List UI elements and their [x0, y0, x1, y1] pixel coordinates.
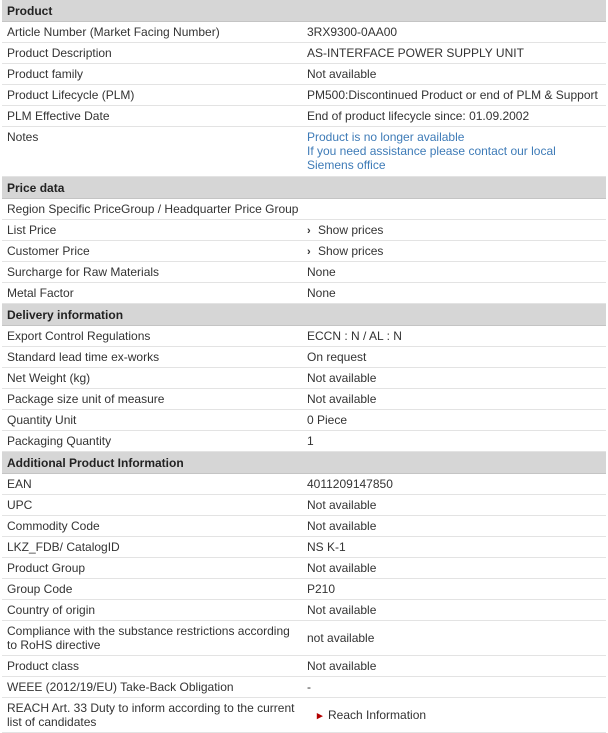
notes-availability-link[interactable]: Product is no longer available	[307, 130, 465, 144]
section-header: Additional Product Information	[2, 452, 606, 474]
table-row	[2, 283, 606, 304]
table-row	[2, 621, 606, 656]
notes-contact-link[interactable]: If you need assistance please contact our local Siemens office	[307, 144, 556, 172]
table-row	[2, 698, 606, 733]
table-row	[2, 85, 606, 106]
row-label: LKZ_FDB/ CatalogID	[2, 537, 304, 558]
row-value: On request	[304, 347, 606, 368]
row-value: Not available	[304, 64, 606, 85]
row-label: Surcharge for Raw Materials	[2, 262, 304, 283]
table-row	[2, 241, 606, 262]
link-label[interactable]: Show prices	[318, 243, 384, 258]
row-label: Country of origin	[2, 600, 304, 621]
table-row	[2, 431, 606, 452]
row-value: Not available	[304, 495, 606, 516]
reach-information-link[interactable]	[304, 698, 606, 733]
notes-value	[304, 127, 606, 177]
row-label: Region Specific PriceGroup / Headquarter Price Group	[2, 199, 606, 220]
row-label: UPC	[2, 495, 304, 516]
section-header: Delivery information	[2, 304, 606, 326]
section-header: Price data	[2, 177, 606, 199]
table-row	[2, 558, 606, 579]
table-row	[2, 106, 606, 127]
row-value: NS K-1	[304, 537, 606, 558]
row-label: Group Code	[2, 579, 304, 600]
section-product	[2, 0, 606, 22]
table-row	[2, 389, 606, 410]
section-additional-product-information	[2, 452, 606, 474]
table-row	[2, 410, 606, 431]
chevron-right-icon: ▸	[317, 709, 323, 722]
row-value: None	[304, 283, 606, 304]
notes-row	[2, 127, 606, 177]
row-label: EAN	[2, 474, 304, 495]
row-label: Commodity Code	[2, 516, 304, 537]
row-label: Standard lead time ex-works	[2, 347, 304, 368]
row-label: Product Lifecycle (PLM)	[2, 85, 304, 106]
row-value: Not available	[304, 558, 606, 579]
row-value: Not available	[304, 389, 606, 410]
table-row	[2, 347, 606, 368]
table-row	[2, 495, 606, 516]
row-label: Article Number (Market Facing Number)	[2, 22, 304, 43]
table-row	[2, 516, 606, 537]
table-row	[2, 537, 606, 558]
row-value: 1	[304, 431, 606, 452]
table-row	[2, 579, 606, 600]
row-label: List Price	[2, 220, 304, 241]
row-value: End of product lifecycle since: 01.09.2002	[304, 106, 606, 127]
table-row	[2, 677, 606, 698]
row-label: REACH Art. 33 Duty to inform according to the current list of candidates	[2, 698, 304, 733]
row-label: Product family	[2, 64, 304, 85]
row-label: Metal Factor	[2, 283, 304, 304]
table-row	[2, 656, 606, 677]
section-price-data	[2, 177, 606, 199]
row-value: ECCN : N / AL : N	[304, 326, 606, 347]
row-value: P210	[304, 579, 606, 600]
row-value: Not available	[304, 600, 606, 621]
table-row	[2, 43, 606, 64]
table-row	[2, 600, 606, 621]
row-label: Compliance with the substance restrictions according to RoHS directive	[2, 621, 304, 656]
table-row	[2, 326, 606, 347]
row-value: not available	[304, 621, 606, 656]
row-label: Packaging Quantity	[2, 431, 304, 452]
row-label: Product class	[2, 656, 304, 677]
table-row	[2, 220, 606, 241]
table-row	[2, 474, 606, 495]
chevron-right-icon: ›	[307, 245, 311, 258]
link-label[interactable]: Reach Information	[328, 707, 427, 722]
section-header: Product	[2, 0, 606, 22]
row-value: -	[304, 677, 606, 698]
row-label: Notes	[2, 127, 304, 177]
row-value: 0 Piece	[304, 410, 606, 431]
table-row	[2, 64, 606, 85]
table-row	[2, 199, 606, 220]
section-delivery-information	[2, 304, 606, 326]
row-value: 3RX9300-0AA00	[304, 22, 606, 43]
row-value: None	[304, 262, 606, 283]
row-label: Customer Price	[2, 241, 304, 262]
row-value: Not available	[304, 656, 606, 677]
row-value: PM500:Discontinued Product or end of PLM & Support	[304, 85, 606, 106]
row-label: Product Group	[2, 558, 304, 579]
show-list-price-link[interactable]	[304, 220, 606, 241]
row-label: PLM Effective Date	[2, 106, 304, 127]
row-label: Export Control Regulations	[2, 326, 304, 347]
row-label: Net Weight (kg)	[2, 368, 304, 389]
chevron-right-icon: ›	[307, 224, 311, 237]
row-value: 4011209147850	[304, 474, 606, 495]
row-value: AS-INTERFACE POWER SUPPLY UNIT	[304, 43, 606, 64]
row-value: Not available	[304, 368, 606, 389]
row-label: Quantity Unit	[2, 410, 304, 431]
show-customer-price-link[interactable]	[304, 241, 606, 262]
row-label: Product Description	[2, 43, 304, 64]
product-data-table	[2, 0, 606, 733]
table-row	[2, 368, 606, 389]
link-label[interactable]: Show prices	[318, 222, 384, 237]
row-label: WEEE (2012/19/EU) Take-Back Obligation	[2, 677, 304, 698]
row-label: Package size unit of measure	[2, 389, 304, 410]
row-value: Not available	[304, 516, 606, 537]
table-row	[2, 22, 606, 43]
table-row	[2, 262, 606, 283]
